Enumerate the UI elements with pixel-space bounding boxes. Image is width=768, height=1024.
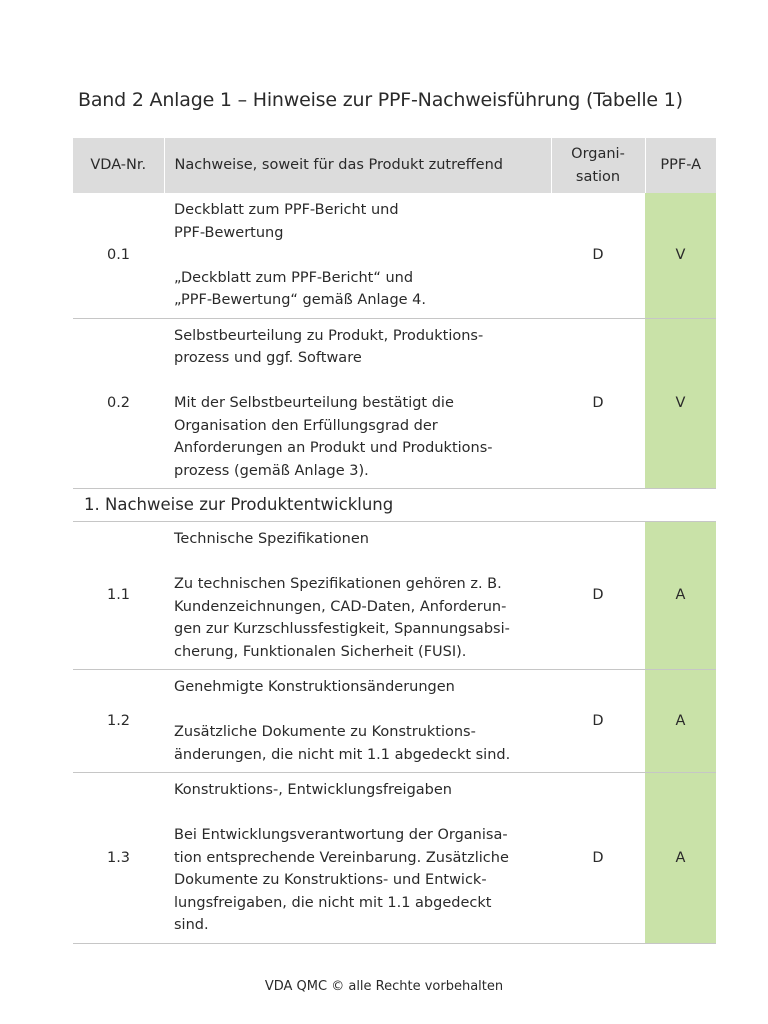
evidence-title: Technische Spezifikationen: [174, 531, 369, 547]
organisation-cell: D: [551, 522, 645, 670]
vda-nr-cell: 1.2: [73, 670, 164, 773]
header-organisation: [551, 138, 645, 193]
table-row: [73, 522, 716, 670]
organisation-cell: D: [551, 193, 645, 318]
ppf-a-cell: A: [645, 670, 716, 773]
header-ppf-a: PPF-A: [645, 138, 716, 193]
organisation-cell: D: [551, 670, 645, 773]
vda-nr-cell: 1.3: [73, 773, 164, 944]
evidence-cell: [164, 773, 551, 944]
header-vda-nr: VDA-Nr.: [73, 138, 164, 193]
evidence-description: „Deckblatt zum PPF-Bericht“ und „PPF-Bewertung“ gemäß Anlage 4.: [174, 269, 427, 308]
ppf-evidence-table: [73, 138, 716, 944]
organisation-cell: D: [551, 318, 645, 489]
table-row: [73, 318, 716, 489]
section-heading: 1. Nachweise zur Produktentwicklung: [73, 489, 716, 522]
organisation-cell: D: [551, 773, 645, 944]
ppf-a-cell: V: [645, 318, 716, 489]
table-row: [73, 773, 716, 944]
evidence-description: Zusätzliche Dokumente zu Konstruktions- änderungen, die nicht mit 1.1 abgedeckt sind.: [174, 724, 511, 763]
ppf-a-cell: V: [645, 193, 716, 318]
evidence-description: Bei Entwicklungsverantwortung der Organisa- tion entsprechende Vereinbarung. Zusätzliche Dokumente zu Konstruktions- und Entwick- lungsfreigaben, die nicht mit 1.1 abgedeckt sind.: [174, 827, 509, 933]
ppf-a-cell: A: [645, 773, 716, 944]
evidence-title: Deckblatt zum PPF-Bericht und PPF-Bewertung: [174, 202, 399, 241]
header-organisation-label: Organi- sation: [571, 145, 625, 185]
page-title: Band 2 Anlage 1 – Hinweise zur PPF-Nachweisführung (Tabelle 1): [78, 89, 683, 111]
evidence-description: Zu technischen Spezifikationen gehören z. B. Kundenzeichnungen, CAD-Daten, Anforderun- gen zur Kurzschlussfestigkeit, Spannungsabsi- cherung, Funktionalen Sicherheit (FUSI).: [174, 576, 510, 660]
vda-nr-cell: 1.1: [73, 522, 164, 670]
evidence-title: Genehmigte Konstruktionsänderungen: [174, 679, 455, 695]
evidence-cell: [164, 670, 551, 773]
header-evidence: Nachweise, soweit für das Produkt zutreffend: [164, 138, 551, 193]
evidence-cell: [164, 318, 551, 489]
vda-nr-cell: 0.2: [73, 318, 164, 489]
evidence-title: Konstruktions-, Entwicklungsfreigaben: [174, 782, 452, 798]
vda-nr-cell: 0.1: [73, 193, 164, 318]
section-heading-row: [73, 489, 716, 522]
table-row: [73, 193, 716, 318]
evidence-cell: [164, 193, 551, 318]
evidence-description: Mit der Selbstbeurteilung bestätigt die Organisation den Erfüllungsgrad der Anforderungen an Produkt und Produktions- prozess (gemäß Anlage 3).: [174, 395, 493, 479]
ppf-a-cell: A: [645, 522, 716, 670]
table-row: [73, 670, 716, 773]
table-header-row: [73, 138, 716, 193]
evidence-cell: [164, 522, 551, 670]
evidence-title: Selbstbeurteilung zu Produkt, Produktions- prozess und ggf. Software: [174, 327, 484, 366]
copyright-footer: VDA QMC © alle Rechte vorbehalten: [264, 979, 504, 994]
